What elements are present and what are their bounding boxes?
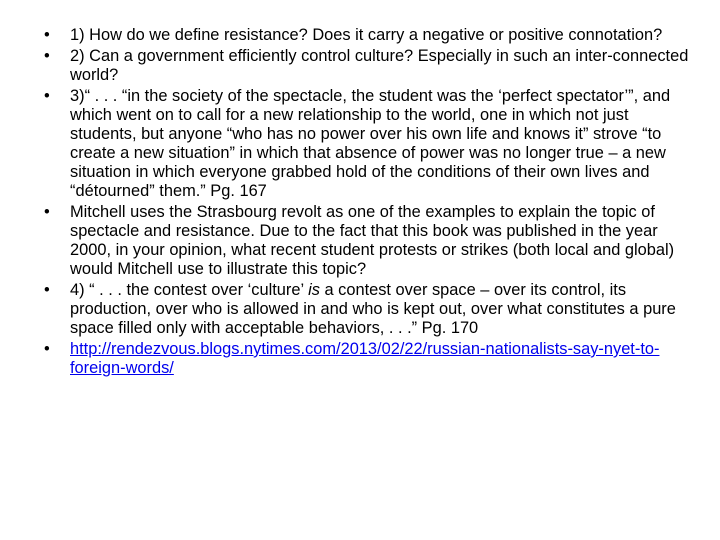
bullet-icon: •	[44, 47, 50, 65]
list-item	[44, 203, 692, 279]
bullet-icon: •	[44, 203, 50, 221]
list-item	[44, 47, 692, 85]
question-2-text: 2) Can a government efficiently control culture? Especially in such an inter-connected world?	[70, 47, 689, 84]
bullet-icon: •	[44, 340, 50, 358]
bullet-list	[44, 26, 692, 378]
question-4-text-before: 4) “ . . . the contest over ‘culture’	[70, 281, 309, 299]
list-item	[44, 87, 692, 201]
bullet-icon: •	[44, 281, 50, 299]
article-link[interactable]: http://rendezvous.blogs.nytimes.com/2013/02/22/russian-nationalists-say-nyet-to-foreign-words/	[70, 340, 660, 377]
list-item	[44, 281, 692, 338]
list-item	[44, 340, 692, 378]
bullet-icon: •	[44, 87, 50, 105]
question-4-text-after: a contest over space – over its control, its production, over who is allowed in and who is kept out, over what constitutes a pure space filled only with acceptable behaviors, . . .” Pg. 170	[70, 281, 676, 337]
list-item	[44, 26, 692, 45]
bullet-icon: •	[44, 26, 50, 44]
mitchell-question-text: Mitchell uses the Strasbourg revolt as one of the examples to explain the topic of spectacle and resistance. Due to the fact that this book was published in the year 2000, in your opinion, what recent student protests or strikes (both local and global) would Mitchell use to illustrate this topic?	[70, 203, 675, 278]
question-4-emphasis: is	[308, 281, 320, 299]
question-3-text: 3)“ . . . “in the society of the spectacle, the student was the ‘perfect spectator’”, and which went on to call for a new relationship to the world, one in which not just students, but anyone “who has no power over his own life and knows it” strove “to create a new situation” in which that absence of power was no longer true – a new situation in which everyone grabbed hold of the conditions of their own lives and “détourned” them.” Pg. 167	[70, 87, 671, 200]
question-1-text: 1) How do we define resistance? Does it carry a negative or positive connotation?	[70, 26, 663, 44]
